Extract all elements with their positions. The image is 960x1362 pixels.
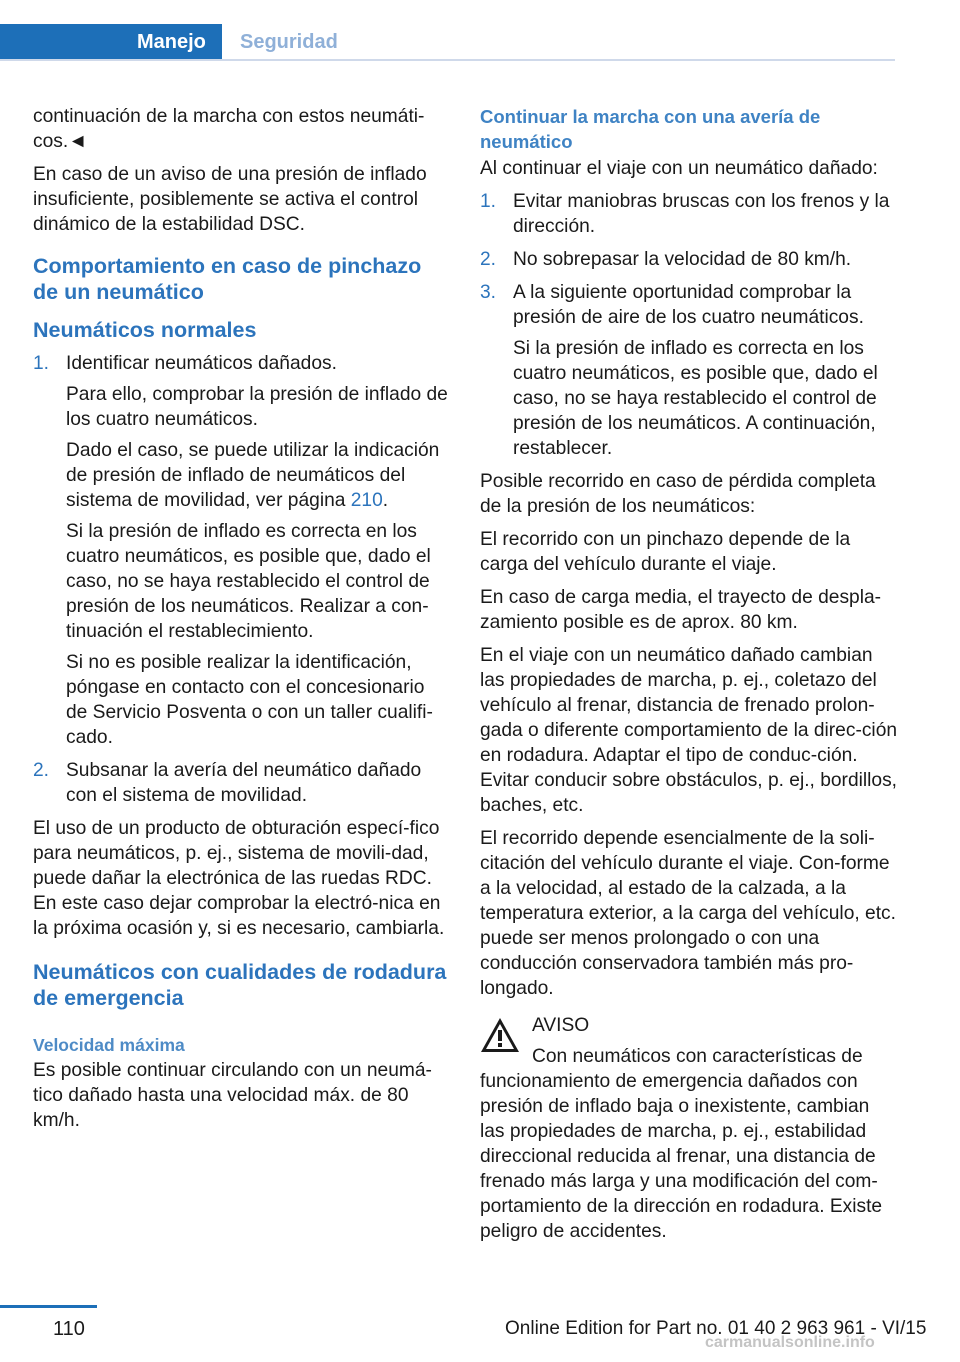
paragraph: Posible recorrido en caso de pérdida completa de la presión de los neumáticos: <box>480 471 876 517</box>
list-item <box>33 758 451 808</box>
footer-rule <box>0 1305 97 1308</box>
list-text: A la siguiente oportunidad comprobar la presión de aire de los cuatro neumáticos. <box>513 282 864 328</box>
list-number: 2. <box>480 249 497 270</box>
warning-title: AVISO <box>532 1015 590 1036</box>
list-text: Si la presión de inflado es correcta en los cuatro neumáticos, es posible que, dado el caso, no se haya restablecido el control de presión de los neumáticos. A continuación, restablecer. <box>513 338 878 459</box>
list-text: Identificar neumáticos dañados. <box>66 353 337 374</box>
list-item <box>480 189 898 239</box>
warning-box <box>480 1013 898 1244</box>
watermark: carmanualsonline.info <box>705 1334 875 1351</box>
list-number: 1. <box>33 353 50 374</box>
tab-manejo-label: Manejo <box>137 31 206 53</box>
heading-pinchazo: Comportamiento en caso de pinchazo de un neumático <box>33 254 422 304</box>
warning-triangle-icon <box>480 1017 520 1053</box>
heading-neumaticos-normales: Neumáticos normales <box>33 318 257 342</box>
list-number: 3. <box>480 282 497 303</box>
list-item <box>33 351 451 750</box>
paragraph: Es posible continuar circulando con un neumá-tico dañado hasta una velocidad máx. de 80 km/h. <box>33 1060 432 1131</box>
list-number: 2. <box>33 760 50 781</box>
paragraph: El uso de un producto de obturación especí-fico para neumáticos, p. ej., sistema de movili-dad, puede dañar la electrónica de las ruedas RDC. En este caso dejar comprobar la electró-nica en la próxima ocasión y, si es necesario, cambiarla. <box>33 818 445 939</box>
list-text-part: Dado el caso, se puede utilizar la indicación de presión de inflado de neumáticos del sistema de movilidad, ver página <box>66 440 440 511</box>
paragraph: Al continuar el viaje con un neumático dañado: <box>480 158 878 179</box>
heading-emergencia: Neumáticos con cualidades de rodadura de emergencia <box>33 960 447 1010</box>
steps-list-left <box>33 351 451 808</box>
right-column <box>480 104 898 1244</box>
page-number: 110 <box>53 1318 85 1340</box>
paragraph: El recorrido depende esencialmente de la soli-citación del vehículo durante el viaje. Con-forme a la velocidad, al estado de la calzada, a la temperatura exterior, a la carga del vehículo, etc. puede ser menos prolongado o con una conducción conservadora también más pro-longado. <box>480 828 896 999</box>
left-column <box>33 104 451 1141</box>
heading-velocidad-maxima: Velocidad máxima <box>33 1035 185 1055</box>
tab-manejo[interactable] <box>0 24 222 61</box>
list-text: Evitar maniobras bruscas con los frenos y la dirección. <box>513 191 890 237</box>
tab-seguridad-label: Seguridad <box>240 31 338 53</box>
paragraph: continuación de la marcha con estos neumáti-cos.◄ <box>33 106 425 152</box>
list-text <box>66 438 451 513</box>
paragraph: En caso de un aviso de una presión de inflado insuficiente, posiblemente se activa el control dinámico de la estabilidad DSC. <box>33 164 427 235</box>
tab-seguridad[interactable] <box>222 24 357 61</box>
list-item <box>480 280 898 461</box>
steps-list-right <box>480 189 898 461</box>
paragraph: El recorrido con un pinchazo depende de la carga del vehículo durante el viaje. <box>480 529 851 575</box>
header-tabbar <box>0 24 895 61</box>
online-edition-label: Online Edition for Part no. 01 40 2 963 961 - VI/15 <box>505 1318 927 1339</box>
warning-text-first <box>480 1044 898 1244</box>
list-text: Si no es posible realizar la identificación, póngase en contacto con el concesionario de Servicio Posventa o con un taller cualifi-cado. <box>66 652 433 748</box>
list-text: Si la presión de inflado es correcta en los cuatro neumáticos, es posible que, dado el caso, no se haya restablecido el control de presión de los neumáticos. Realizar a con-tinuación el restablecimiento. <box>66 521 431 642</box>
list-text-part: . <box>382 490 389 511</box>
header-rule <box>0 59 895 61</box>
heading-continuar-marcha: Continuar la marcha con una avería de neumático <box>480 106 821 152</box>
list-number: 1. <box>480 191 497 212</box>
list-text: No sobrepasar la velocidad de 80 km/h. <box>513 249 852 270</box>
list-text: Para ello, comprobar la presión de inflado de los cuatro neumáticos. <box>66 384 448 430</box>
paragraph: En el viaje con un neumático dañado cambian las propiedades de marcha, p. ej., coletazo del vehículo al frenar, distancia de frenado prolon-gada o diferente comportamiento de la direc-ción en rodadura. Adaptar el tipo de conduc-ción. Evitar conducir sobre obstáculos, p. ej., bordillos, baches, etc. <box>480 645 898 816</box>
paragraph: En caso de carga media, el trayecto de despla-zamiento posible es de aprox. 80 km. <box>480 587 882 633</box>
list-item <box>480 247 898 272</box>
warning-text: Con neumáticos con características de funcionamiento de emergencia dañados con presión de inflado baja o inexistente, cambian las propiedades de marcha, p. ej., estabilidad direccional reducida al frenar, una distancia de frenado más larga y una modificación del com-portamiento de la dirección en rodadura. Existe peligro de accidentes. <box>480 1046 883 1242</box>
list-text: Subsanar la avería del neumático dañado con el sistema de movilidad. <box>66 760 422 806</box>
page-link[interactable]: 210 <box>350 490 383 511</box>
